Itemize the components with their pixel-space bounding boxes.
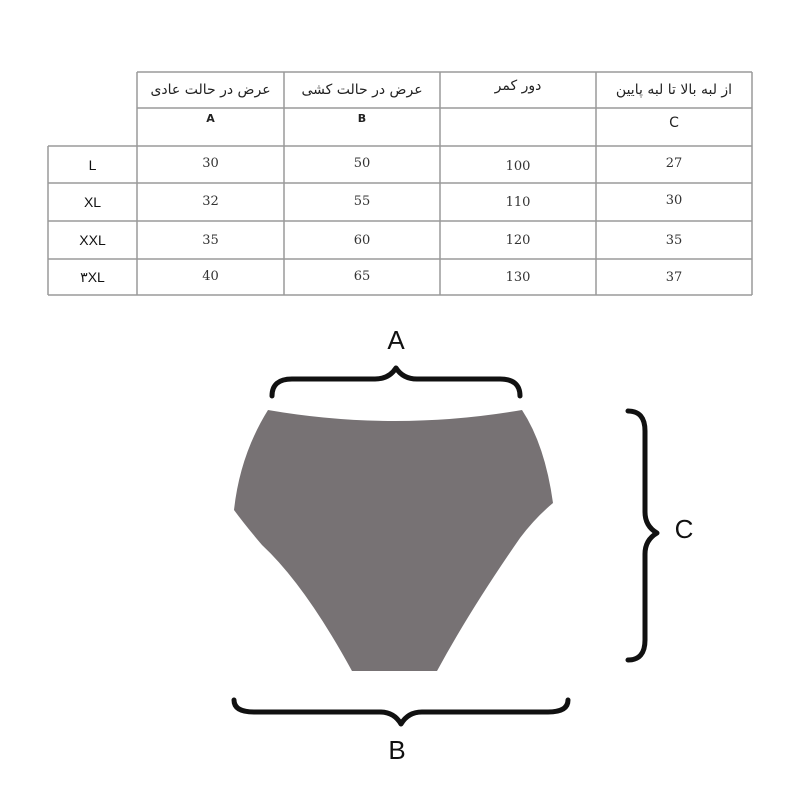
label-a: A (387, 325, 405, 355)
table-cell: 55 (353, 193, 371, 209)
table-cell: 120 (505, 232, 531, 248)
table-cell: 65 (353, 268, 371, 284)
label-c: C (674, 514, 694, 544)
row-size-label: L (88, 156, 97, 173)
header-normal-width: عرض در حالت عادی (150, 82, 271, 98)
table-cell: 30 (202, 155, 219, 171)
subheader-b: B (357, 111, 367, 125)
table-cell: 35 (202, 232, 219, 248)
table-cell: 60 (353, 232, 371, 248)
header-stretch-width: عرض در حالت کشی (301, 82, 423, 98)
brace-b (234, 700, 568, 724)
garment-shape (234, 410, 553, 671)
table-cell: 100 (505, 159, 531, 174)
table-cell: 27 (665, 155, 683, 171)
subheader-c: C (669, 115, 679, 131)
table-cell: 37 (665, 269, 683, 285)
table-cell: 30 (665, 192, 683, 208)
label-b: B (388, 735, 406, 765)
row-size-label: XL (83, 194, 102, 210)
table-cell: 50 (353, 155, 371, 171)
brace-a (272, 368, 520, 396)
table-cell: 110 (505, 194, 531, 210)
table-cell: 130 (505, 269, 531, 285)
table-cell: 40 (202, 268, 219, 284)
header-top-to-bottom: از لبه بالا تا لبه پایین (615, 82, 733, 98)
header-waist: دور کمر (494, 78, 542, 94)
table-cell: 35 (665, 232, 683, 248)
subheader-a: A (206, 111, 215, 125)
table-cell: 32 (202, 193, 219, 209)
row-size-label: ۳XL (80, 268, 105, 285)
brace-c (628, 411, 657, 660)
row-size-label: XXL (79, 232, 106, 248)
